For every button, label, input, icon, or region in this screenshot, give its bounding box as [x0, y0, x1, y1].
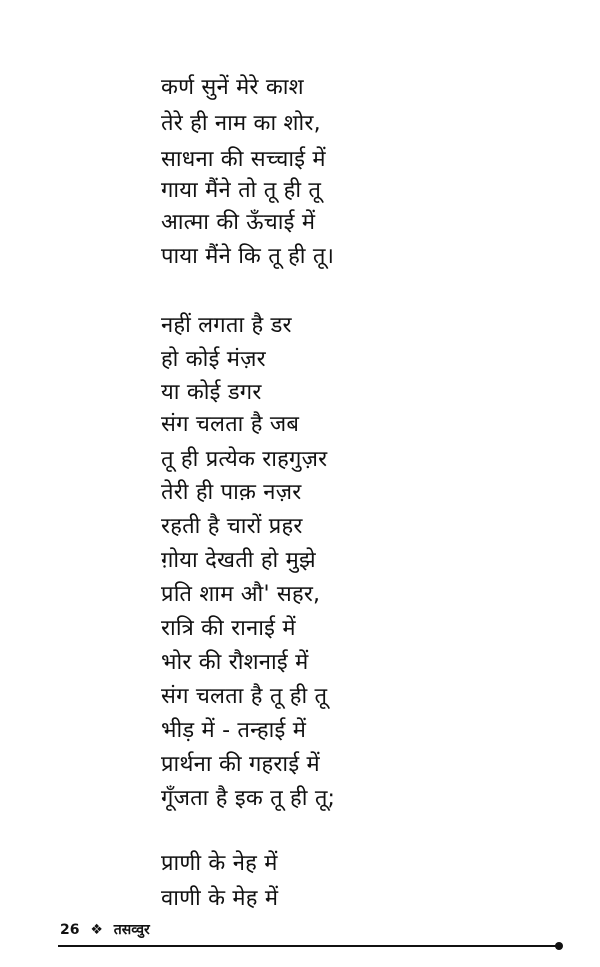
footer-rule [58, 945, 558, 947]
poem-line: तेरी ही पाक़ नज़र [161, 480, 302, 505]
poem-line: प्रति शाम औ' सहर, [161, 582, 321, 607]
poem-line: ग़ोया देखती हो मुझे [161, 548, 316, 573]
page-number: 26 [60, 922, 80, 938]
page-footer [60, 920, 150, 939]
poem-line: भीड़ में - तन्हाई में [161, 718, 307, 743]
poem-line: साधना की सच्चाई में [161, 147, 326, 172]
poem-line: प्रार्थना की गहराई में [161, 752, 320, 777]
poem-line: तेरे ही नाम का शोर, [161, 111, 321, 136]
poem-line: वाणी के मेह में [161, 886, 279, 911]
poem-line: कर्ण सुनें मेरे काश [161, 75, 304, 100]
footer-rule-end-dot [555, 942, 563, 950]
poem-line: रहती है चारों प्रहर [161, 514, 303, 539]
poem-line: नहीं लगता है डर [161, 313, 292, 338]
poem-line: संग चलता है तू ही तू [161, 684, 328, 709]
poem-line: रात्रि की रानाई में [161, 616, 296, 641]
poem-line: या कोई डगर [161, 380, 262, 405]
poem-line: हो कोई मंज़र [161, 347, 266, 372]
poem-line: तू ही प्रत्येक राहगुज़र [161, 447, 328, 472]
poem-line: पाया मैंने कि तू ही तू। [161, 244, 335, 269]
poem-line: गूँजता है इक तू ही तू; [161, 786, 336, 811]
book-title: तसव्वुर [113, 922, 150, 938]
poem-line: आत्मा की ऊँचाई में [161, 210, 316, 235]
poem-line: प्राणी के नेह में [161, 851, 278, 876]
poem-line: संग चलता है जब [161, 412, 300, 437]
poem-line: भोर की रौशनाई में [161, 650, 309, 675]
ornament-icon: ❖ [90, 922, 103, 938]
poem-line: गाया मैंने तो तू ही तू [161, 178, 322, 203]
